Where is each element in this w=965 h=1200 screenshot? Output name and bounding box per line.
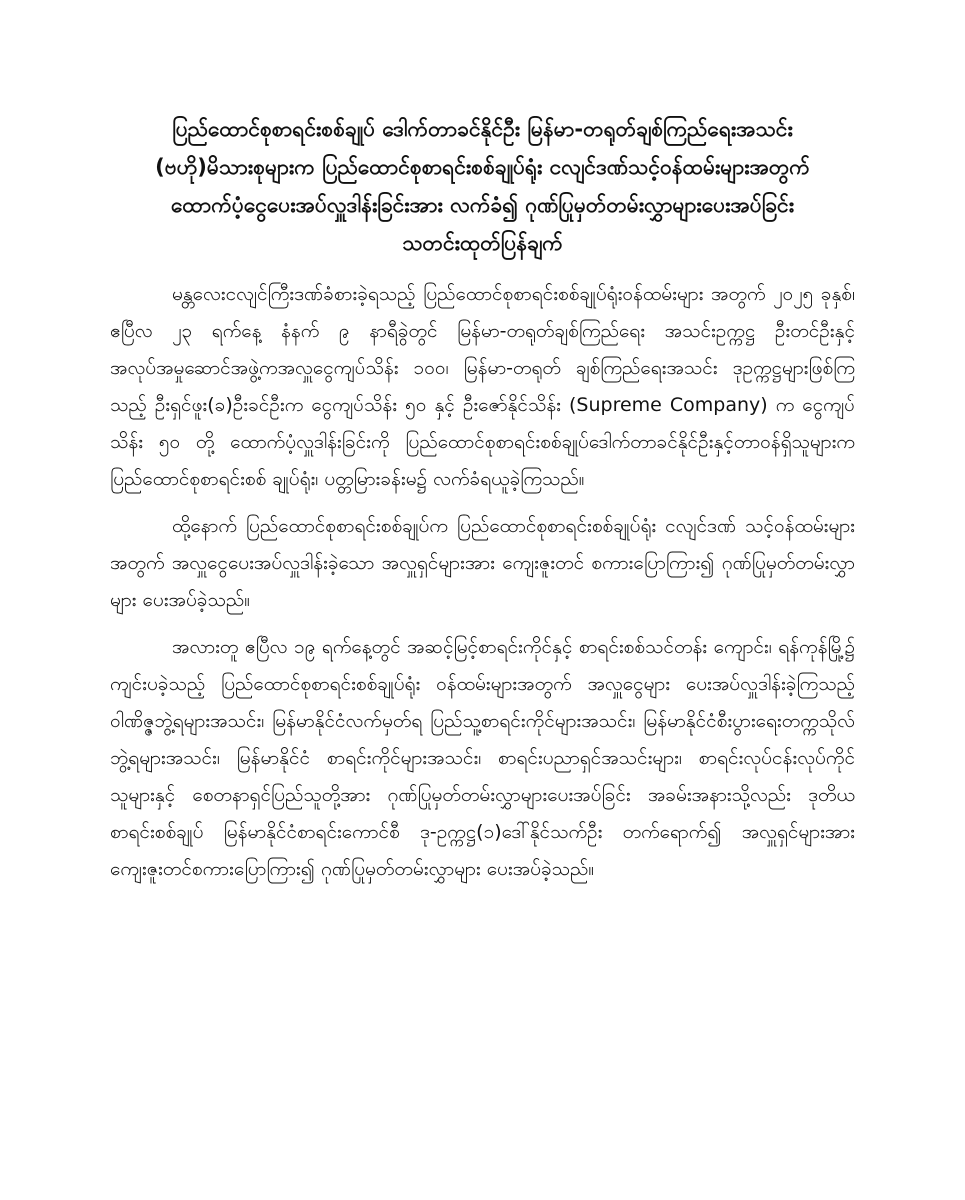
title-line-4: သတင်းထုတ်ပြန်ချက် [402, 231, 563, 255]
title-line-3: ထောက်ပံ့ငွေပေးအပ်လှူဒါန်းခြင်းအား လက်ခံ၍ ဂုဏ်ပြုမှတ်တမ်းလွှာများပေးအပ်ခြင်း [170, 193, 795, 217]
paragraph-donation-received: မန္တလေးငလျင်ကြီးဒဏ်ခံစားခဲ့ရသည့် ပြည်ထောင်စုစာရင်းစစ်ချုပ်ရုံးဝန်ထမ်းများ အတွက် ၂၀၂၅ ခုနှစ်၊ ဧပြီလ ၂၃ ရက်နေ့ နံနက် ၉ နာရီခွဲတွင် မြန်မာ-တရုတ်ချစ်ကြည်ရေး အသင်းဥက္ကဋ္ဌ ဦးတင်ဦးနှင့်အလုပ်အမှုဆောင်အဖွဲ့ကအလှူငွေကျပ်သိန်း ၁၀၀၊ မြန်မာ-တရုတ် ချစ်ကြည်ရေးအသင်း ဒုဥက္ကဋ္ဌများဖြစ်ကြသည့် ဦးရှင်ဖူး(ခ)ဦးခင်ဦးက ငွေကျပ်သိန်း ၅၀ နှင့် ဦးဇော်နိုင်သိန်း (Supreme Company) က ငွေကျပ်သိန်း ၅၀ တို့ ထောက်ပံ့လှူဒါန်းခြင်းကို ပြည်ထောင်စုစာရင်းစစ်ချုပ်ဒေါက်တာခင်နိုင်ဦးနှင့်တာဝန်ရှိသူများက ပြည်ထောင်စုစာရင်းစစ် ချုပ်ရုံး၊ ပတ္တမြားခန်းမ၌ လက်ခံရယူခဲ့ကြသည်။ [110, 283, 855, 490]
title-line-2: (ဗဟို)မိသားစုများက ပြည်ထောင်စုစာရင်းစစ်ချုပ်ရုံး ငလျင်ဒဏ်သင့်ဝန်ထမ်းများအတွက် [155, 155, 810, 179]
document-title [110, 110, 855, 262]
paragraph-certificates-presented: ထို့နောက် ပြည်ထောင်စုစာရင်းစစ်ချုပ်က ပြည်ထောင်စုစာရင်းစစ်ချုပ်ရုံး ငလျင်ဒဏ် သင့်ဝန်ထမ်းများအတွက် အလှူငွေပေးအပ်လှူဒါန်းခဲ့သော အလှူရှင်များအား ကျေးဇူးတင် စကားပြောကြား၍ ဂုဏ်ပြုမှတ်တမ်းလွှာများ ပေးအပ်ခဲ့သည်။ [110, 515, 855, 611]
paragraph-yangon-ceremony: အလားတူ ဧပြီလ ၁၉ ရက်နေ့တွင် အဆင့်မြင့်စာရင်းကိုင်နှင့် စာရင်းစစ်သင်တန်း ကျောင်း၊ ရန်ကုန်မြို့၌ ကျင်းပခဲ့သည့် ပြည်ထောင်စုစာရင်းစစ်ချုပ်ရုံး ဝန်ထမ်းများအတွက် အလှူငွေများ ပေးအပ်လှူဒါန်းခဲ့ကြသည့် ဝါဏိဇ္ဇဘွဲ့ရများအသင်း၊ မြန်မာနိုင်ငံလက်မှတ်ရ ပြည်သူ့စာရင်းကိုင်များအသင်း၊ မြန်မာနိုင်ငံစီးပွားရေးတက္ကသိုလ်ဘွဲ့ရများအသင်း၊ မြန်မာနိုင်ငံ စာရင်းကိုင်များအသင်း၊ စာရင်းပညာရှင်အသင်းများ၊ စာရင်းလုပ်ငန်းလုပ်ကိုင်သူများနှင့် စေတနာရှင်ပြည်သူတို့အား ဂုဏ်ပြုမှတ်တမ်းလွှာများပေးအပ်ခြင်း အခမ်းအနားသို့လည်း ဒုတိယစာရင်းစစ်ချုပ် မြန်မာနိုင်ငံစာရင်းကောင်စီ ဒု-ဥက္ကဋ္ဌ(၁)ဒေါ်နိုင်သက်ဦး တက်ရောက်၍ အလှူရှင်များအား ကျေးဇူးတင်စကားပြောကြား၍ ဂုဏ်ပြုမှတ်တမ်းလွှာများ ပေးအပ်ခဲ့သည်။ [110, 636, 855, 880]
title-line-1: ပြည်ထောင်စုစာရင်းစစ်ချုပ် ဒေါက်တာခင်နိုင်ဦး မြန်မာ-တရုတ်ချစ်ကြည်ရေးအသင်း [172, 117, 793, 141]
